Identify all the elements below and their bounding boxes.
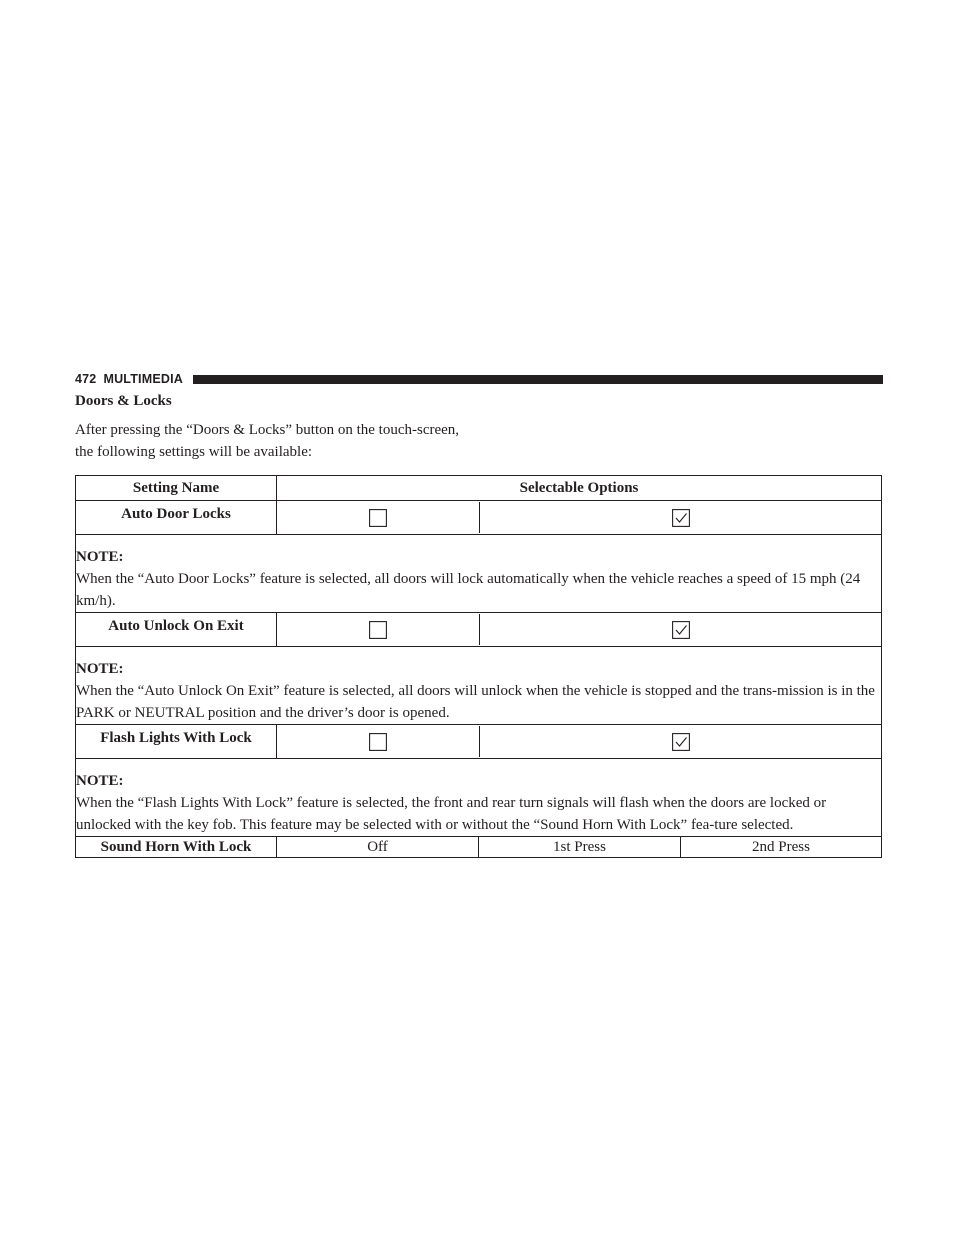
note-text: When the “Auto Unlock On Exit” feature is selected, all doors will unlock when the vehicle is stopped and the trans-mission is in the PARK or NEUTRAL position and the driver’s door is opened. (76, 683, 875, 721)
note-cell (76, 647, 882, 725)
option-1st-press: 1st Press (479, 837, 681, 858)
settings-table (75, 475, 882, 858)
option-cell-group (277, 501, 882, 535)
checked-box-icon (480, 726, 881, 757)
option-cell-group (277, 725, 882, 759)
note-row (76, 535, 882, 613)
note-text: When the “Flash Lights With Lock” feature is selected, the front and rear turn signals will flash when the doors are locked or unlocked with the key fob. This feature may be selected with or without the “Sound Horn With Lock” fea-ture selected. (76, 795, 827, 833)
note-row (76, 647, 882, 725)
section-name: MULTIMEDIA (103, 372, 184, 386)
checked-box-icon (480, 502, 881, 533)
section-title: Doors & Locks (75, 393, 172, 409)
header-selectable-options: Selectable Options (277, 476, 882, 501)
note-cell (76, 759, 882, 837)
note-label: NOTE: (76, 661, 124, 677)
note-text: When the “Auto Door Locks” feature is selected, all doors will lock automatically when the vehicle reaches a speed of 15 mph (24 km/h). (76, 571, 861, 609)
note-row (76, 759, 882, 837)
table-row (76, 725, 882, 759)
header-rule (193, 375, 883, 384)
table-row (76, 613, 882, 647)
setting-name: Flash Lights With Lock (76, 725, 277, 759)
option-2nd-press: 2nd Press (681, 837, 882, 858)
unchecked-box-icon (277, 726, 480, 757)
table-row (76, 501, 882, 535)
setting-name: Auto Door Locks (76, 501, 277, 535)
note-label: NOTE: (76, 773, 124, 789)
table-header-row (76, 476, 882, 501)
page-number: 472 (75, 372, 97, 386)
unchecked-box-icon (277, 502, 480, 533)
note-cell (76, 535, 882, 613)
setting-name: Auto Unlock On Exit (76, 613, 277, 647)
setting-name: Sound Horn With Lock (76, 837, 277, 858)
page-header (75, 372, 883, 386)
option-cell-group (277, 613, 882, 647)
option-off: Off (277, 837, 479, 858)
intro-paragraph: After pressing the “Doors & Locks” button on the touch-screen, the following settings will be available: (75, 422, 460, 460)
unchecked-box-icon (277, 614, 480, 645)
note-label: NOTE: (76, 549, 124, 565)
table-row (76, 837, 882, 858)
checked-box-icon (480, 614, 881, 645)
header-setting-name: Setting Name (76, 476, 277, 501)
